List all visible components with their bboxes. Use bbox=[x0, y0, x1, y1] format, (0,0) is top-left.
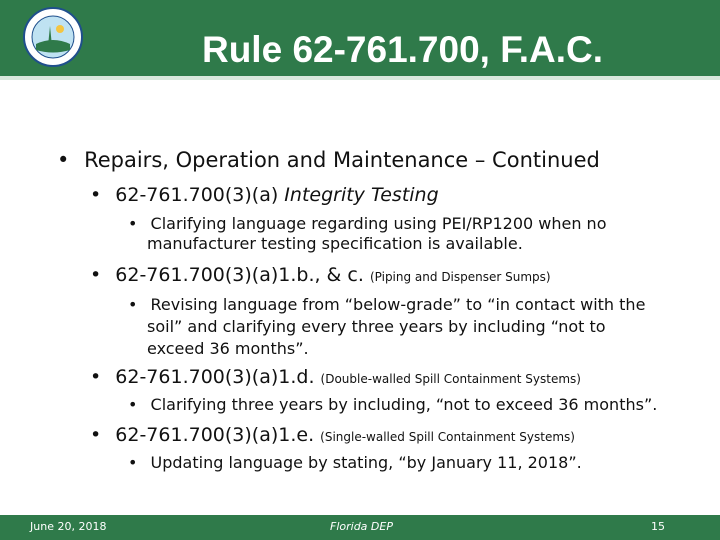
bullet-item bbox=[57, 148, 600, 172]
bullet-text: 62-761.700(3)(a)1.b., & c. bbox=[115, 264, 364, 286]
bullet-line: Clarifying language regarding using PEI/RP1200 when no bbox=[150, 214, 607, 233]
slide-title: Rule 62-761.700, F.A.C. bbox=[201, 29, 604, 70]
bullet-small-text: (Double-walled Spill Containment Systems) bbox=[320, 372, 581, 386]
bullet-dot: • bbox=[57, 148, 70, 172]
footer-org: Florida DEP bbox=[330, 520, 393, 533]
bullet-dot: • bbox=[90, 264, 102, 286]
bullet-dot: • bbox=[90, 366, 102, 388]
bullet-item bbox=[90, 264, 551, 286]
bullet-dot: • bbox=[128, 453, 138, 472]
bullet-item bbox=[90, 184, 439, 206]
bullet-item bbox=[90, 366, 581, 388]
bullet-item bbox=[128, 395, 657, 414]
bullet-small-text: (Piping and Dispenser Sumps) bbox=[369, 270, 551, 284]
bullet-item bbox=[90, 424, 575, 446]
footer-page-number: 15 bbox=[651, 520, 665, 533]
bullet-dot: • bbox=[128, 214, 138, 233]
bullet-dot: • bbox=[128, 295, 138, 314]
bullet-dot: • bbox=[128, 395, 138, 414]
bullet-item bbox=[128, 214, 688, 254]
bullet-small-text: (Single-walled Spill Containment Systems) bbox=[320, 430, 575, 444]
bullet-item bbox=[128, 294, 645, 360]
footer-date: June 20, 2018 bbox=[30, 520, 107, 533]
bullet-text: Updating language by stating, “by January 11, 2018”. bbox=[150, 453, 582, 472]
bullet-label-italic: Integrity Testing bbox=[284, 184, 439, 206]
bullet-dot: • bbox=[90, 184, 102, 206]
bullet-text: Repairs, Operation and Maintenance – Continued bbox=[84, 148, 600, 172]
bullet-text: Clarifying three years by including, “not to exceed 36 months”. bbox=[150, 395, 658, 414]
bullet-dot: • bbox=[90, 424, 102, 446]
bullet-item bbox=[128, 453, 582, 472]
slide-footer bbox=[0, 515, 720, 540]
bullet-line: Revising language from “below-grade” to “in contact with the bbox=[150, 295, 646, 314]
bullet-line: manufacturer testing specification is available. bbox=[147, 234, 523, 253]
bullet-line: exceed 36 months”. bbox=[147, 339, 309, 358]
bullet-line: soil” and clarifying every three years by including “not to bbox=[147, 317, 606, 336]
bullet-code: 62-761.700(3)(a) bbox=[115, 184, 279, 206]
bullet-text: 62-761.700(3)(a)1.e. bbox=[115, 424, 315, 446]
bullet-text: 62-761.700(3)(a)1.d. bbox=[115, 366, 315, 388]
